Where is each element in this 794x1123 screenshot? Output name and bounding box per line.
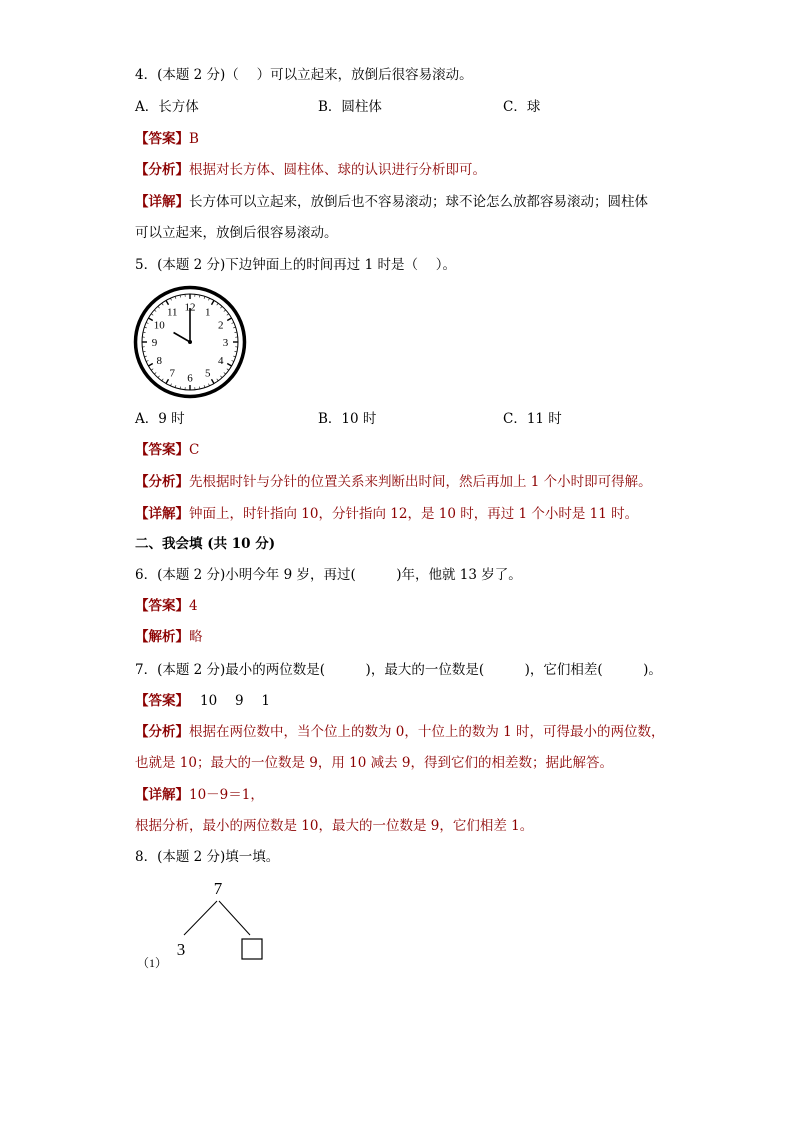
analysis-tag: 【分析】 <box>135 162 189 178</box>
clock-center-pin <box>188 340 192 344</box>
q7-analysis <box>135 723 665 741</box>
detail-text: 10－9＝1， <box>189 787 264 803</box>
analysis-text: 根据对长方体、圆柱体、球的认识进行分析即可。 <box>189 162 486 178</box>
q6-answer <box>135 597 198 615</box>
bond-answer-box[interactable] <box>242 939 262 959</box>
q4-option-a: A．长方体 <box>135 99 199 115</box>
q4-option-c: C．球 <box>503 99 541 115</box>
q5-stem: 5．(本题 2 分)下边钟面上的时间再过 1 时是（ ）。 <box>135 257 457 273</box>
jiexi-tag: 【解析】 <box>135 629 189 645</box>
clock-numeral: 7 <box>169 367 175 380</box>
q4-detail <box>135 193 648 211</box>
clock-numeral: 1 <box>205 306 211 319</box>
q5-answer <box>135 441 199 459</box>
answer-tag: 【答案】 <box>135 598 189 614</box>
detail-tag: 【详解】 <box>135 506 189 522</box>
q7-detail <box>135 786 264 804</box>
q5-analysis <box>135 473 652 491</box>
q7-stem: 7．(本题 2 分)最小的两位数是( )，最大的一位数是( )，它们相差( )。 <box>135 662 662 678</box>
q7-detail-cont: 根据分析，最小的两位数是 10，最大的一位数是 9，它们相差 1。 <box>135 818 534 834</box>
q4-analysis <box>135 161 486 179</box>
q5-option-b: B．10 时 <box>318 411 377 427</box>
clock-numeral: 8 <box>156 354 163 367</box>
clock-numeral: 11 <box>166 306 178 319</box>
clock-numeral: 10 <box>153 319 165 332</box>
detail-text: 长方体可以立起来，放倒后也不容易滚动；球不论怎么放都容易滚动；圆柱体 <box>189 194 648 210</box>
clock-numeral: 4 <box>217 354 224 367</box>
q4-stem: 4．(本题 2 分)（ ）可以立起来，放倒后很容易滚动。 <box>135 67 473 83</box>
answer-tag: 【答案】 <box>135 693 183 709</box>
q4-answer <box>135 130 199 148</box>
q6-stem: 6．(本题 2 分)小明今年 9 岁，再过( )年，他就 13 岁了。 <box>135 567 522 583</box>
clock-numeral: 2 <box>217 319 224 332</box>
q7-analysis-cont: 也就是 10；最大的一位数是 9，用 10 减去 9，得到它们的相差数；据此解答。 <box>135 755 613 771</box>
analysis-text: 先根据时针与分针的位置关系来判断出时间，然后再加上 1 个小时即可得解。 <box>189 474 652 490</box>
detail-tag: 【详解】 <box>135 194 189 210</box>
answer-value: B <box>189 131 199 147</box>
analysis-tag: 【分析】 <box>135 724 189 740</box>
answer-value: 4 <box>189 598 198 614</box>
clock-numeral: 9 <box>151 337 158 349</box>
answer-tag: 【答案】 <box>135 442 189 458</box>
number-bond-diagram <box>135 876 275 971</box>
analysis-tag: 【分析】 <box>135 474 189 490</box>
bond-right-branch <box>219 901 250 935</box>
section-heading: 二、我会填 (共 10 分) <box>135 536 276 552</box>
detail-tag: 【详解】 <box>135 787 189 803</box>
clock-numeral: 5 <box>205 367 211 380</box>
clock-numeral: 3 <box>222 337 229 349</box>
bond-left-branch <box>184 901 217 935</box>
q4-detail-cont: 可以立起来，放倒后很容易滚动。 <box>135 225 338 241</box>
q7-answer <box>135 692 270 710</box>
q8-stem: 8．(本题 2 分)填一填。 <box>135 849 280 865</box>
clock-numeral: 6 <box>187 372 193 385</box>
clock-numeral: 12 <box>184 301 196 314</box>
detail-text: 钟面上，时针指向 10，分针指向 12，是 10 时，再过 1 个小时是 11 时。 <box>189 506 639 522</box>
q5-detail <box>135 505 638 523</box>
q5-option-c: C．11 时 <box>503 411 562 427</box>
clock-face <box>133 285 247 399</box>
answer-value: C <box>189 442 200 458</box>
answer-value: 10 9 1 <box>182 693 270 709</box>
q5-option-a: A．9 时 <box>135 411 185 427</box>
q6-jiexi <box>135 628 203 646</box>
bond-top-number: 7 <box>213 879 223 898</box>
analysis-text: 根据在两位数中，当个位上的数为 0，十位上的数为 1 时，可得最小的两位数， <box>189 724 665 740</box>
bond-left-number: 3 <box>176 940 186 959</box>
q4-option-b: B．圆柱体 <box>318 99 382 115</box>
answer-tag: 【答案】 <box>135 131 189 147</box>
sub-question-label: （1） <box>137 956 168 970</box>
jiexi-text: 略 <box>189 629 203 645</box>
